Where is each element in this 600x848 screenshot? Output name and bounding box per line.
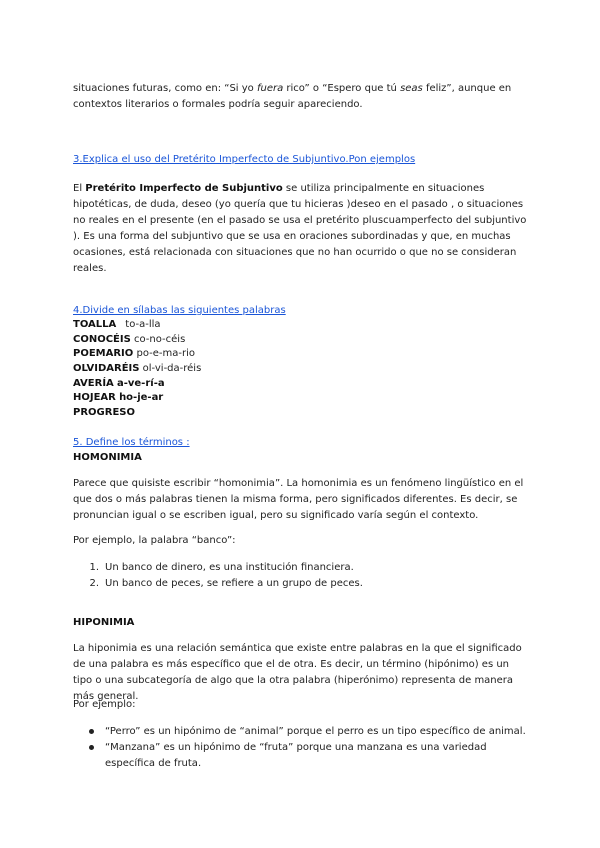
homonimia-paragraph: Parece que quisiste escribir “homonimia”. La homonimia es un fenómeno lingüístico en el que dos o más palabras tienen la misma forma, pero significados diferentes. Es decir, se pronuncian igual o se escriben igual, pero su significado varía según el contexto. (73, 478, 524, 521)
syllable-row: POEMARIO po-e-ma-rio (73, 348, 195, 360)
syllable-list (73, 318, 528, 421)
hominimia-title: HOMONIMIA (73, 452, 142, 463)
hiponimia-examples (89, 724, 529, 772)
list-item: 1. Un banco de dinero, es una institución financiera. (89, 562, 354, 573)
hiponimia-title: HIPONIMIA (73, 617, 135, 628)
section-3-heading[interactable]: 3.Explica el uso del Pretérito Imperfecto de Subjuntivo.Pon ejemplos (73, 154, 416, 165)
list-item: “Perro” es un hipónimo de “animal” porque el perro es un tipo específico de animal. (89, 724, 529, 740)
syllable-row: OLVIDARÉIS ol-vi-da-réis (73, 363, 202, 375)
bullet-icon (89, 745, 94, 750)
section-3-paragraph: El Pretérito Imperfecto de Subjuntivo se utiliza principalmente en situaciones hipotéticas, de duda, deseo (yo quería que tu hicieras )deseo en el pasado , o situaciones no reales en el presente (en el pasado se usa el pretérito pluscuamperfecto del subjuntivo ). Es una forma del subjuntivo que se usa en oraciones subordinadas y que, en muchas ocasiones, está relacionada con situaciones que no han ocurrido o que no se consideran reales. (73, 183, 527, 274)
hiponimia-paragraph: La hiponimia es una relación semántica que existe entre palabras en la que el significado de una palabra es más específico que el de otra. Es decir, un término (hipónimo) es un tipo o una subcategoría de algo que la otra palabra (hiperónimo) representa de manera más general. (73, 643, 522, 702)
hiponimia-example-intro: Por ejemplo: (73, 699, 136, 710)
syllable-row: AVERÍA a-ve-rí-a (73, 377, 165, 389)
syllable-row: CONOCÉIS co-no-céis (73, 333, 186, 345)
section-4-heading[interactable]: 4.Divide en sílabas las siguientes palabras (73, 305, 286, 316)
intro-paragraph: situaciones futuras, como en: “Si yo fuera rico” o “Espero que tú seas feliz”, aunque en contextos literarios o formales podría seguir apareciendo. (73, 83, 512, 110)
homonimia-example-intro: Por ejemplo, la palabra “banco”: (73, 535, 236, 546)
syllable-row: PROGRESO (73, 407, 135, 419)
homonimia-examples (89, 560, 529, 592)
list-item: “Manzana” es un hipónimo de “fruta” porque una manzana es una variedad específica de fruta. (89, 740, 529, 772)
syllable-row: HOJEAR ho-je-ar (73, 392, 164, 404)
syllable-row: TOALLA to-a-lla (73, 319, 161, 330)
list-item: 2. Un banco de peces, se refiere a un grupo de peces. (89, 578, 363, 589)
bullet-icon (89, 729, 94, 734)
section-5-heading[interactable]: 5. Define los términos : (73, 437, 190, 448)
